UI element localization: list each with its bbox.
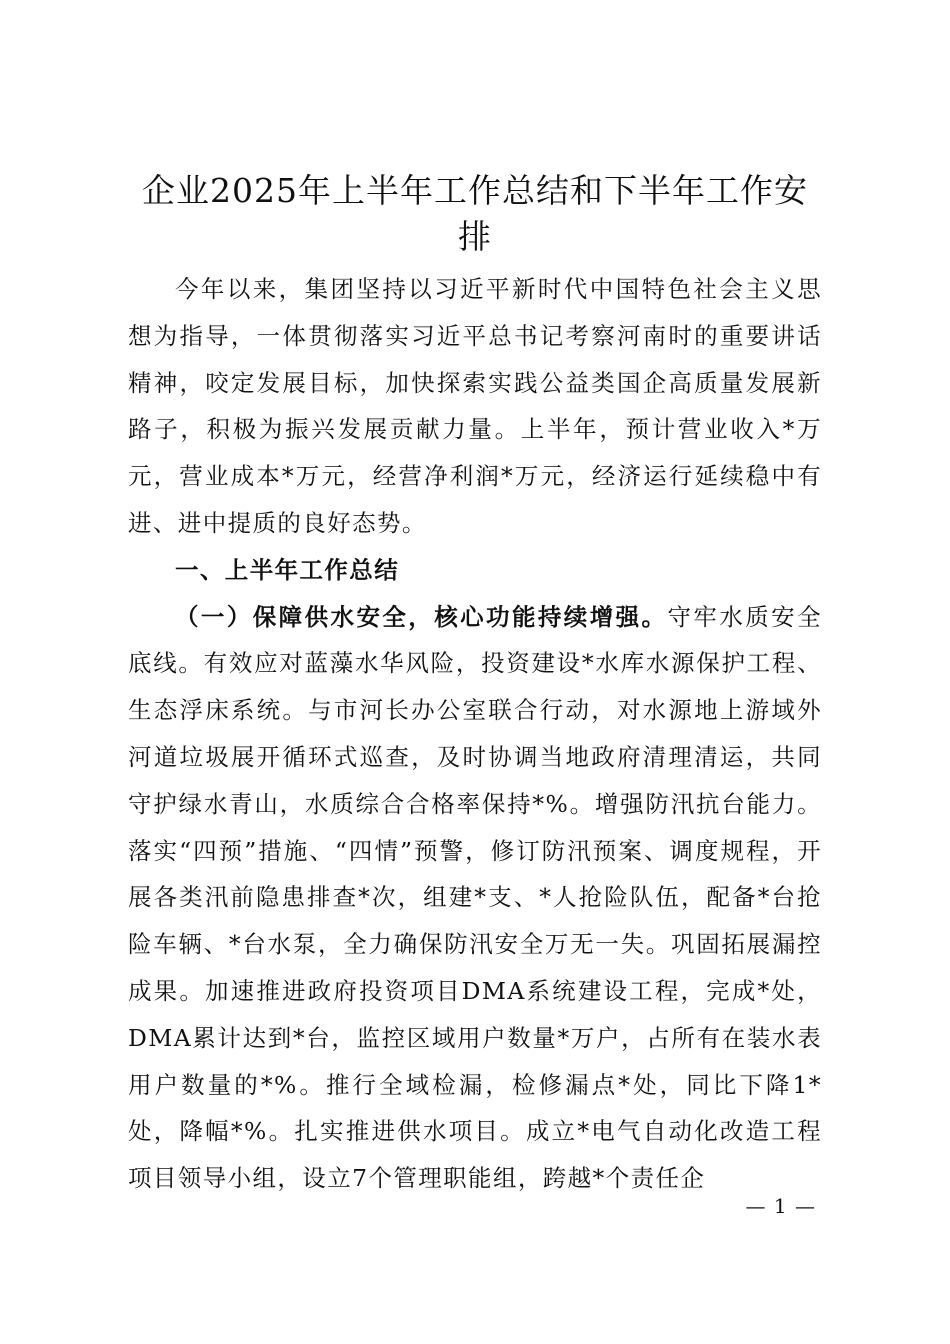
document-body [128,266,822,1202]
subsection-lead: （一）保障供水安全，核心功能持续增强。 [175,602,668,631]
document-title: 企业2025年上半年工作总结和下半年工作安排 [142,171,808,256]
page-number: — 1 — [745,1194,816,1218]
section-heading: 一、上半年工作总结 [175,555,400,584]
subsection-paragraph [128,594,822,1202]
subsection-body: 守牢水质安全底线。有效应对蓝藻水华风险，投资建设*水库水源保护工程、生态浮床系统。与市河长办公室联合行动，对水源地上游域外河道垃圾展开循环式巡查，及时协调当地政府清理清运，共同守护绿水青山，水质综合合格率保持*%。增强防汛抗台能力。落实“四预”措施、“四情”预警，修订防汛预案、调度规程，开展各类汛前隐患排查*次，组建*支、*人抢险队伍，配备*台抢险车辆、*台水泵，全力确保防汛安全万无一失。巩固拓展漏控成果。加速推进政府投资项目DMA系统建设工程，完成*处，DMA累计达到*台，监控区域用户数量*万户，占所有在装水表用户数量的*%。推行全域检漏，检修漏点*处，同比下降1*处，降幅*%。扎实推进供水项目。成立*电气自动化改造工程项目领导小组，设立7个管理职能组，跨越*个责任企 [128,602,822,1193]
intro-paragraph: 今年以来，集团坚持以习近平新时代中国特色社会主义思想为指导，一体贯彻落实习近平总书记考察河南时的重要讲话精神，咬定发展目标，加快探索实践公益类国企高质量发展新路子，积极为振兴发展贡献力量。上半年，预计营业收入*万元，营业成本*万元，经营净利润*万元，经济运行延续稳中有进、进中提质的良好态势。 [128,275,822,537]
